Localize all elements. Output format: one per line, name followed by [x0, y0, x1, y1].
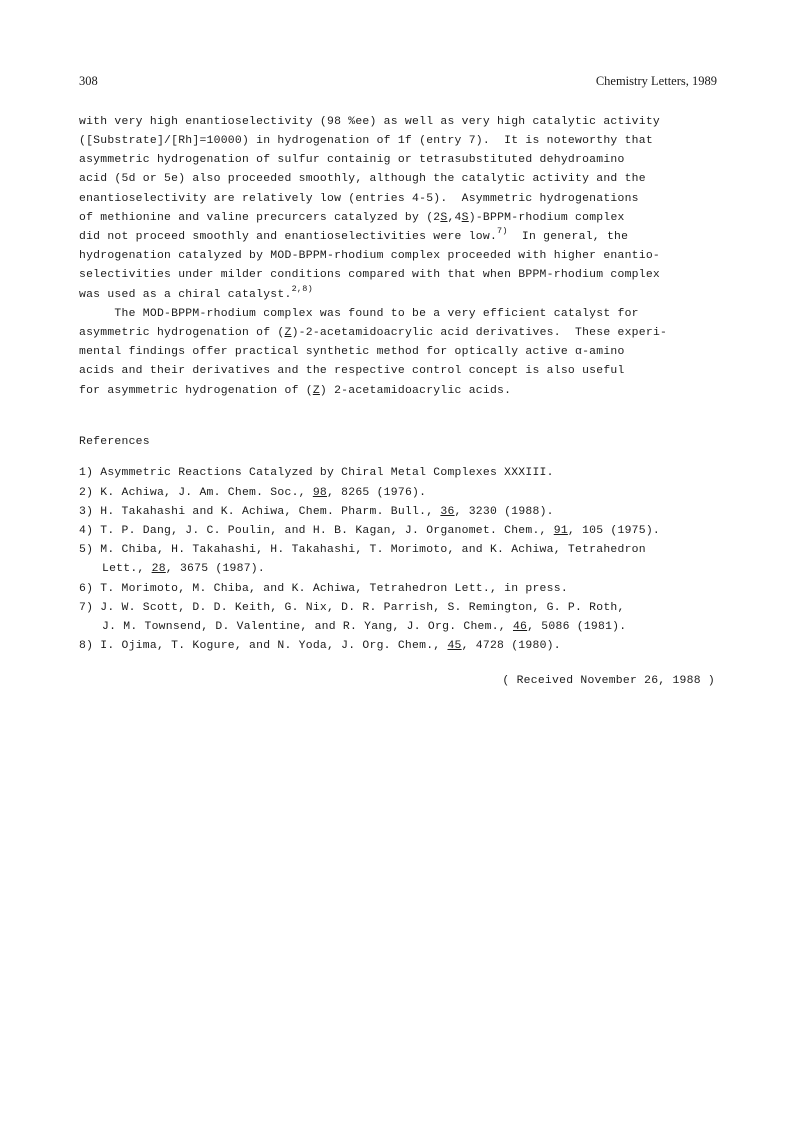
text-segment: did not proceed smoothly and enantioselectivities were low.: [79, 231, 498, 243]
text-line: acids and their derivatives and the respective control concept is also useful: [79, 365, 625, 377]
text-line: asymmetric hydrogenation of sulfur containig or tetrasubstituted dehydroamino: [79, 154, 625, 166]
reference-item-continued: [79, 620, 626, 634]
text-line: mental findings offer practical synthetic method for optically active α-amino: [79, 346, 625, 358]
text-line: [79, 284, 313, 302]
reference-item: 6) T. Morimoto, M. Chiba, and K. Achiwa, Tetrahedron Lett., in press.: [79, 583, 568, 595]
reference-item: 7) J. W. Scott, D. D. Keith, G. Nix, D. R. Parrish, S. Remington, G. P. Roth,: [79, 602, 625, 614]
text-line: with very high enantioselectivity (98 %ee) as well as very high catalytic activity: [79, 116, 661, 128]
reference-item: 5) M. Chiba, H. Takahashi, H. Takahashi, T. Morimoto, and K. Achiwa, Tetrahedron: [79, 544, 646, 556]
text-line: [79, 226, 629, 244]
text-line: for asymmetric hydrogenation of (Z) 2-acetamidoacrylic acids.: [79, 385, 512, 397]
reference-item: 2) K. Achiwa, J. Am. Chem. Soc., 98, 8265 (1976).: [79, 487, 427, 499]
journal-name: Chemistry Letters, 1989: [595, 74, 717, 88]
text-line: hydrogenation catalyzed by MOD-BPPM-rhodium complex proceeded with higher enantio-: [79, 250, 661, 262]
text-segment: J. M. Townsend, D. Valentine, and R. Yang, J. Org. Chem., 46, 5086 (1981).: [102, 621, 627, 633]
references-heading: References: [79, 436, 150, 448]
text-line: The MOD-BPPM-rhodium complex was found to be a very efficient catalyst for: [79, 308, 639, 320]
page-number: 308: [79, 74, 98, 88]
reference-item: 4) T. P. Dang, J. C. Poulin, and H. B. Kagan, J. Organomet. Chem., 91, 105 (1975).: [79, 525, 661, 537]
reference-item: 8) I. Ojima, T. Kogure, and N. Yoda, J. Org. Chem., 45, 4728 (1980).: [79, 640, 561, 652]
text-line: of methionine and valine precurcers catalyzed by (2S,4S)-BPPM-rhodium complex: [79, 212, 625, 224]
reference-item: 1) Asymmetric Reactions Catalyzed by Chiral Metal Complexes XXXIII.: [79, 467, 554, 479]
citation-superscript: 7): [497, 226, 508, 237]
reference-item-continued: [79, 562, 265, 576]
reference-item: 3) H. Takahashi and K. Achiwa, Chem. Pharm. Bull., 36, 3230 (1988).: [79, 506, 554, 518]
received-date: ( Received November 26, 1988 ): [502, 675, 715, 687]
text-segment: Lett., 28, 3675 (1987).: [102, 563, 265, 575]
text-segment: In general, the: [507, 231, 629, 243]
text-line: acid (5d or 5e) also proceeded smoothly, although the catalytic activity and the: [79, 173, 646, 185]
text-line: enantioselectivity are relatively low (entries 4-5). Asymmetric hydrogenations: [79, 193, 639, 205]
text-line: asymmetric hydrogenation of (Z)-2-acetamidoacrylic acid derivatives. These experi-: [79, 327, 668, 339]
text-line: ([Substrate]/[Rh]=10000) in hydrogenation of 1f (entry 7). It is noteworthy that: [79, 135, 653, 147]
citation-superscript: 2,8): [291, 284, 313, 295]
text-line: selectivities under milder conditions compared with that when BPPM-rhodium complex: [79, 269, 661, 281]
text-segment: was used as a chiral catalyst.: [79, 289, 292, 301]
